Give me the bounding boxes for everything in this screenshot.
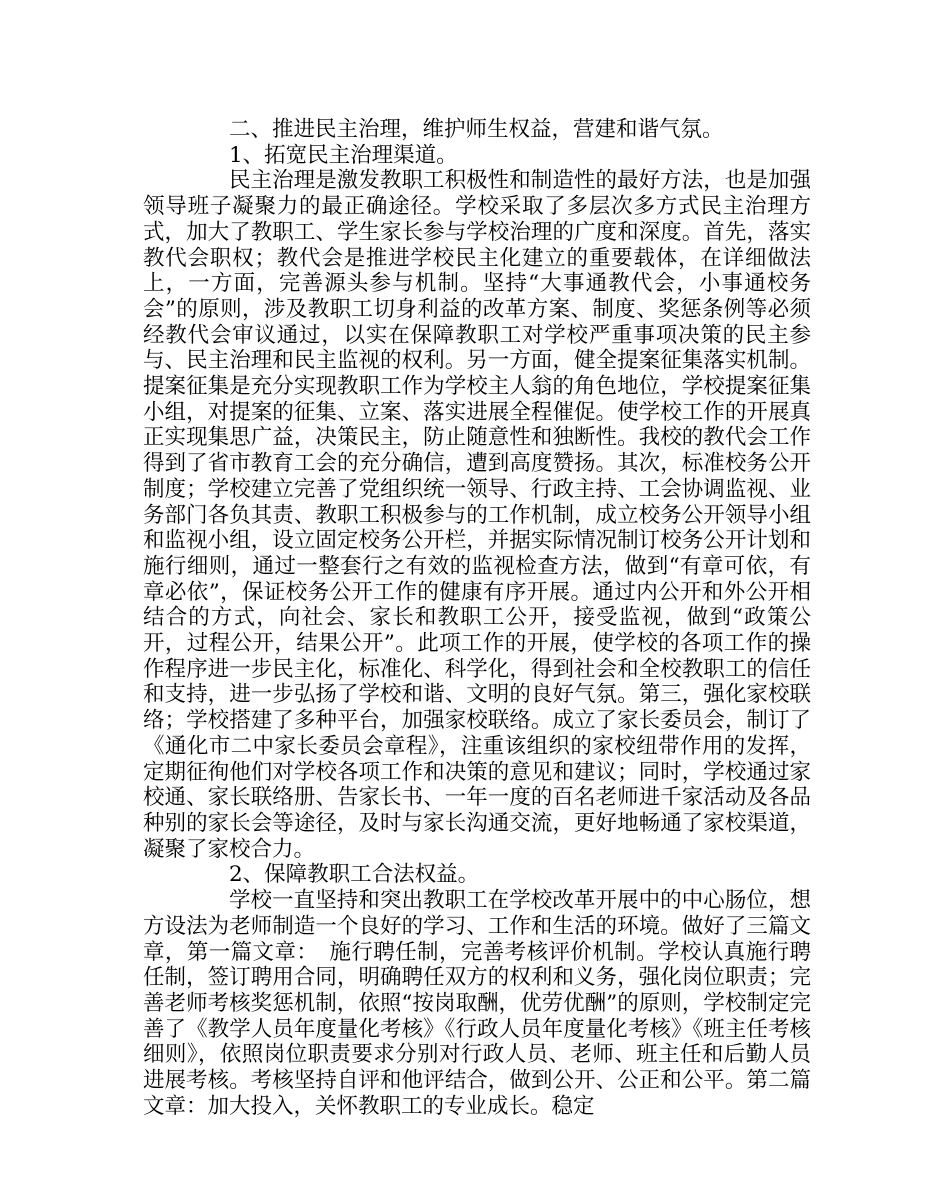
subsection-title: 1、拓宽民主治理渠道。 bbox=[229, 142, 458, 168]
document-body bbox=[143, 117, 811, 1119]
section-title: 二、推进民主治理，维护师生权益，营建和谐气氛。 bbox=[229, 117, 724, 142]
body-paragraph: 学校一直坚持和突出教职工在学校改革开展中的中心肠位，想方设法为老师制造一个良好的学习、工作和生活的环境。做好了三篇文章，第一篇文章： 施行聘任制，完善考核评价机制。学校认真施行聘任制，签订聘用合同，明确聘任双方的权利和义务，强化岗位职责；完善老师考核奖惩机制，依照“按岗取酬，优劳优酬”的原则，学校制定完善了《教学人员年度量化考核》《行政人员年度量化考核》《班主任考核细则》，依照岗位职责要求分别对行政人员、老师、班主任和后勤人员进展考核。考核坚持自评和他评结合，做到公开、公正和公平。第二篇文章：加大投入，关怀教职工的专业成长。稳定 bbox=[143, 888, 811, 1119]
subsection-title: 2、保障教职工合法权益。 bbox=[229, 862, 480, 888]
body-paragraph: 民主治理是激发教职工积极性和制造性的最好方法，也是加强领导班子凝聚力的最正确途径。学校采取了多层次多方式民主治理方式，加大了教职工、学生家长参与学校治理的广度和深度。首先，落实教代会职权；教代会是推进学校民主化建立的重要载体，在详细做法上，一方面，完善源头参与机制。坚持“大事通教代会，小事通校务会”的原则，涉及教职工切身利益的改革方案、制度、奖惩条例等必须经教代会审议通过，以实在保障教职工对学校严重事项决策的民主参与、民主治理和民主监视的权利。另一方面，健全提案征集落实机制。提案征集是充分实现教职工作为学校主人翁的角色地位，学校提案征集小组，对提案的征集、立案、落实进展全程催促。使学校工作的开展真正实现集思广益，决策民主，防止随意性和独断性。我校的教代会工作得到了省市教育工会的充分确信，遭到高度赞扬。其次，标准校务公开制度；学校建立完善了党组织统一领导、行政主持、工会协调监视、业务部门各负其责、教职工积极参与的工作机制，成立校务公开领导小组和监视小组，设立固定校务公开栏，并据实际情况制订校务公开计划和施行细则，通过一整套行之有效的监视检查方法，做到“有章可依，有章必依”，保证校务公开工作的健康有序开展。通过内公开和外公开相结合的方式，向社会、家长和教职工公开，接受监视，做到“政策公开，过程公开，结果公开”。此项工作的开展，使学校的各项工作的操作程序进一步民主化，标准化、科学化，得到社会和全校教职工的信任和支持，进一步弘扬了学校和谐、文明的良好气氛。第三，强化家校联络；学校搭建了多种平台，加强家校联络。成立了家长委员会，制订了《通化市二中家长委员会章程》，注重该组织的家校纽带作用的发挥，定期征徇他们对学校各项工作和决策的意见和建议；同时，学校通过家校通、家长联络册、告家长书、一年一度的百名老师进千家活动及各品种别的家长会等途径，及时与家长沟通交流，更好地畅通了家校渠道，凝聚了家校合力。 bbox=[143, 168, 811, 862]
